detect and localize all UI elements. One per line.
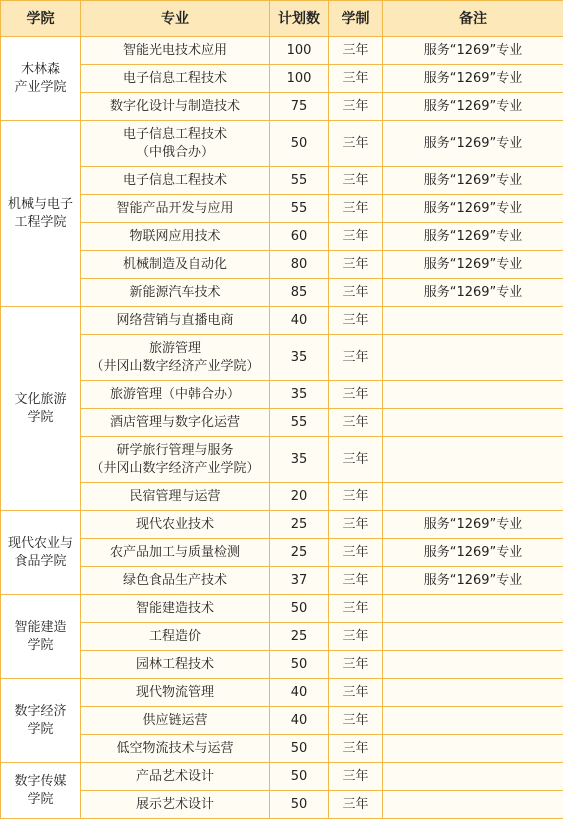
- plan-count-cell: 50: [270, 651, 329, 679]
- note-cell: 服务“1269”专业: [383, 167, 563, 195]
- major-name-line: 电子信息工程技术: [122, 70, 227, 86]
- major-name-line: 数字化设计与制造技术: [109, 98, 240, 114]
- major-cell: [81, 307, 270, 335]
- duration-cell: 三年: [329, 307, 383, 335]
- major-name-line: 工程造价: [148, 628, 201, 644]
- header-plan: 计划数: [270, 1, 329, 37]
- plan-count-cell: 100: [270, 37, 329, 65]
- table-row: [1, 381, 563, 409]
- table-row: [1, 437, 563, 483]
- duration-cell: 三年: [329, 595, 383, 623]
- major-name-line: 物联网应用技术: [129, 228, 221, 244]
- duration-cell: 三年: [329, 539, 383, 567]
- plan-count-cell: 75: [270, 93, 329, 121]
- college-cell: [1, 121, 81, 307]
- note-cell: 服务“1269”专业: [383, 223, 563, 251]
- note-cell: [383, 381, 563, 409]
- college-name-line: 数字传媒: [14, 773, 67, 789]
- table-row: [1, 735, 563, 763]
- plan-count-cell: 100: [270, 65, 329, 93]
- college-cell: [1, 763, 81, 819]
- table-row: [1, 65, 563, 93]
- table-row: [1, 167, 563, 195]
- note-cell: 服务“1269”专业: [383, 65, 563, 93]
- major-cell: [81, 707, 270, 735]
- duration-cell: 三年: [329, 735, 383, 763]
- note-cell: [383, 623, 563, 651]
- table-row: [1, 307, 563, 335]
- plan-count-cell: 40: [270, 707, 329, 735]
- major-cell: [81, 791, 270, 819]
- plan-count-cell: 20: [270, 483, 329, 511]
- duration-cell: 三年: [329, 763, 383, 791]
- plan-count-cell: 85: [270, 279, 329, 307]
- plan-count-cell: 40: [270, 679, 329, 707]
- plan-count-cell: 50: [270, 735, 329, 763]
- table-row: [1, 195, 563, 223]
- major-cell: [81, 651, 270, 679]
- plan-count-cell: 50: [270, 791, 329, 819]
- table-row: [1, 335, 563, 381]
- table-row: [1, 409, 563, 437]
- major-cell: [81, 595, 270, 623]
- major-cell: [81, 763, 270, 791]
- header-row: [1, 1, 563, 37]
- major-name-line: 现代农业技术: [135, 516, 214, 532]
- plan-count-cell: 55: [270, 409, 329, 437]
- note-cell: [383, 307, 563, 335]
- college-name-line: 木林森: [20, 61, 60, 77]
- major-cell: [81, 511, 270, 539]
- major-name-line: 电子信息工程技术: [122, 126, 227, 142]
- college-name-line: 学院: [27, 637, 54, 653]
- note-cell: [383, 335, 563, 381]
- duration-cell: 三年: [329, 707, 383, 735]
- note-cell: 服务“1269”专业: [383, 251, 563, 279]
- plan-count-cell: 55: [270, 167, 329, 195]
- college-cell: [1, 595, 81, 679]
- college-name-line: 学院: [27, 721, 54, 737]
- duration-cell: 三年: [329, 279, 383, 307]
- table-row: [1, 251, 563, 279]
- major-cell: [81, 437, 270, 483]
- note-cell: 服务“1269”专业: [383, 279, 563, 307]
- major-name-line: 电子信息工程技术: [122, 172, 227, 188]
- major-name-line: （井冈山数字经济产业学院）: [90, 460, 260, 476]
- college-cell: [1, 679, 81, 763]
- duration-cell: 三年: [329, 167, 383, 195]
- major-name-line: 智能产品开发与应用: [116, 200, 234, 216]
- major-cell: [81, 37, 270, 65]
- major-name-line: 智能建造技术: [135, 600, 214, 616]
- duration-cell: 三年: [329, 335, 383, 381]
- major-cell: [81, 335, 270, 381]
- major-name-line: 研学旅行管理与服务: [116, 442, 234, 458]
- major-name-line: 园林工程技术: [135, 656, 214, 672]
- college-name-line: 机械与电子: [7, 196, 73, 212]
- major-name-line: 新能源汽车技术: [129, 284, 221, 300]
- major-name-line: 产品艺术设计: [135, 768, 214, 784]
- table-row: [1, 121, 563, 167]
- major-name-line: 旅游管理: [148, 340, 201, 356]
- plan-count-cell: 25: [270, 539, 329, 567]
- table-row: [1, 511, 563, 539]
- table-row: [1, 623, 563, 651]
- major-cell: [81, 251, 270, 279]
- duration-cell: 三年: [329, 483, 383, 511]
- table-row: [1, 763, 563, 791]
- plan-count-cell: 25: [270, 623, 329, 651]
- note-cell: [383, 679, 563, 707]
- major-name-line: 展示艺术设计: [135, 796, 214, 812]
- duration-cell: 三年: [329, 37, 383, 65]
- note-cell: [383, 483, 563, 511]
- major-name-line: （中俄合办）: [135, 144, 214, 160]
- major-cell: [81, 121, 270, 167]
- table-row: [1, 651, 563, 679]
- major-name-line: 农产品加工与质量检测: [109, 544, 240, 560]
- duration-cell: 三年: [329, 791, 383, 819]
- major-cell: [81, 195, 270, 223]
- header-major: 专业: [81, 1, 270, 37]
- college-cell: [1, 511, 81, 595]
- major-cell: [81, 167, 270, 195]
- table-row: [1, 93, 563, 121]
- note-cell: 服务“1269”专业: [383, 37, 563, 65]
- duration-cell: 三年: [329, 651, 383, 679]
- note-cell: [383, 409, 563, 437]
- header-note: 备注: [383, 1, 563, 37]
- duration-cell: 三年: [329, 121, 383, 167]
- college-name-line: 学院: [27, 791, 54, 807]
- college-name-line: 数字经济: [14, 703, 67, 719]
- plan-count-cell: 37: [270, 567, 329, 595]
- note-cell: [383, 437, 563, 483]
- major-cell: [81, 623, 270, 651]
- major-name-line: 旅游管理（中韩合办）: [109, 386, 240, 402]
- major-cell: [81, 567, 270, 595]
- duration-cell: 三年: [329, 223, 383, 251]
- major-cell: [81, 93, 270, 121]
- college-name-line: 文化旅游: [14, 391, 67, 407]
- major-cell: [81, 223, 270, 251]
- major-cell: [81, 279, 270, 307]
- major-name-line: 供应链运营: [142, 712, 208, 728]
- table-body: [1, 37, 563, 819]
- duration-cell: 三年: [329, 93, 383, 121]
- note-cell: [383, 735, 563, 763]
- plan-count-cell: 55: [270, 195, 329, 223]
- header-college: 学院: [1, 1, 81, 37]
- duration-cell: 三年: [329, 251, 383, 279]
- major-name-line: 绿色食品生产技术: [122, 572, 227, 588]
- plan-count-cell: 35: [270, 437, 329, 483]
- table-row: [1, 223, 563, 251]
- duration-cell: 三年: [329, 623, 383, 651]
- table-row: [1, 279, 563, 307]
- college-name-line: 现代农业与: [7, 535, 73, 551]
- duration-cell: 三年: [329, 567, 383, 595]
- note-cell: [383, 763, 563, 791]
- note-cell: [383, 791, 563, 819]
- note-cell: 服务“1269”专业: [383, 539, 563, 567]
- duration-cell: 三年: [329, 65, 383, 93]
- major-name-line: （井冈山数字经济产业学院）: [90, 358, 260, 374]
- note-cell: 服务“1269”专业: [383, 121, 563, 167]
- major-name-line: 酒店管理与数字化运营: [109, 414, 240, 430]
- major-name-line: 网络营销与直播电商: [116, 312, 234, 328]
- duration-cell: 三年: [329, 679, 383, 707]
- table-row: [1, 679, 563, 707]
- plan-count-cell: 35: [270, 381, 329, 409]
- major-name-line: 民宿管理与运营: [129, 488, 221, 504]
- college-name-line: 学院: [27, 409, 54, 425]
- plan-count-cell: 50: [270, 595, 329, 623]
- note-cell: 服务“1269”专业: [383, 195, 563, 223]
- note-cell: [383, 707, 563, 735]
- college-name-line: 产业学院: [14, 79, 67, 95]
- note-cell: [383, 651, 563, 679]
- table-row: [1, 37, 563, 65]
- plan-count-cell: 50: [270, 121, 329, 167]
- duration-cell: 三年: [329, 409, 383, 437]
- header-years: 学制: [329, 1, 383, 37]
- major-cell: [81, 539, 270, 567]
- college-name-line: 工程学院: [14, 214, 67, 230]
- table-row: [1, 567, 563, 595]
- major-name-line: 机械制造及自动化: [122, 256, 227, 272]
- note-cell: 服务“1269”专业: [383, 511, 563, 539]
- major-cell: [81, 735, 270, 763]
- duration-cell: 三年: [329, 195, 383, 223]
- major-cell: [81, 381, 270, 409]
- plan-count-cell: 50: [270, 763, 329, 791]
- college-name-line: 智能建造: [14, 619, 67, 635]
- college-cell: [1, 307, 81, 511]
- college-cell: [1, 37, 81, 121]
- major-cell: [81, 409, 270, 437]
- note-cell: 服务“1269”专业: [383, 93, 563, 121]
- duration-cell: 三年: [329, 381, 383, 409]
- major-cell: [81, 65, 270, 93]
- duration-cell: 三年: [329, 437, 383, 483]
- major-cell: [81, 483, 270, 511]
- note-cell: 服务“1269”专业: [383, 567, 563, 595]
- table-row: [1, 791, 563, 819]
- plan-count-cell: 35: [270, 335, 329, 381]
- major-name-line: 现代物流管理: [135, 684, 214, 700]
- college-name-line: 食品学院: [14, 553, 67, 569]
- major-cell: [81, 679, 270, 707]
- plan-count-cell: 80: [270, 251, 329, 279]
- table-row: [1, 707, 563, 735]
- plan-count-cell: 40: [270, 307, 329, 335]
- note-cell: [383, 595, 563, 623]
- plan-count-cell: 25: [270, 511, 329, 539]
- plan-count-cell: 60: [270, 223, 329, 251]
- major-name-line: 低空物流技术与运营: [116, 740, 234, 756]
- table-row: [1, 595, 563, 623]
- table-row: [1, 483, 563, 511]
- duration-cell: 三年: [329, 511, 383, 539]
- table-row: [1, 539, 563, 567]
- major-name-line: 智能光电技术应用: [122, 42, 227, 58]
